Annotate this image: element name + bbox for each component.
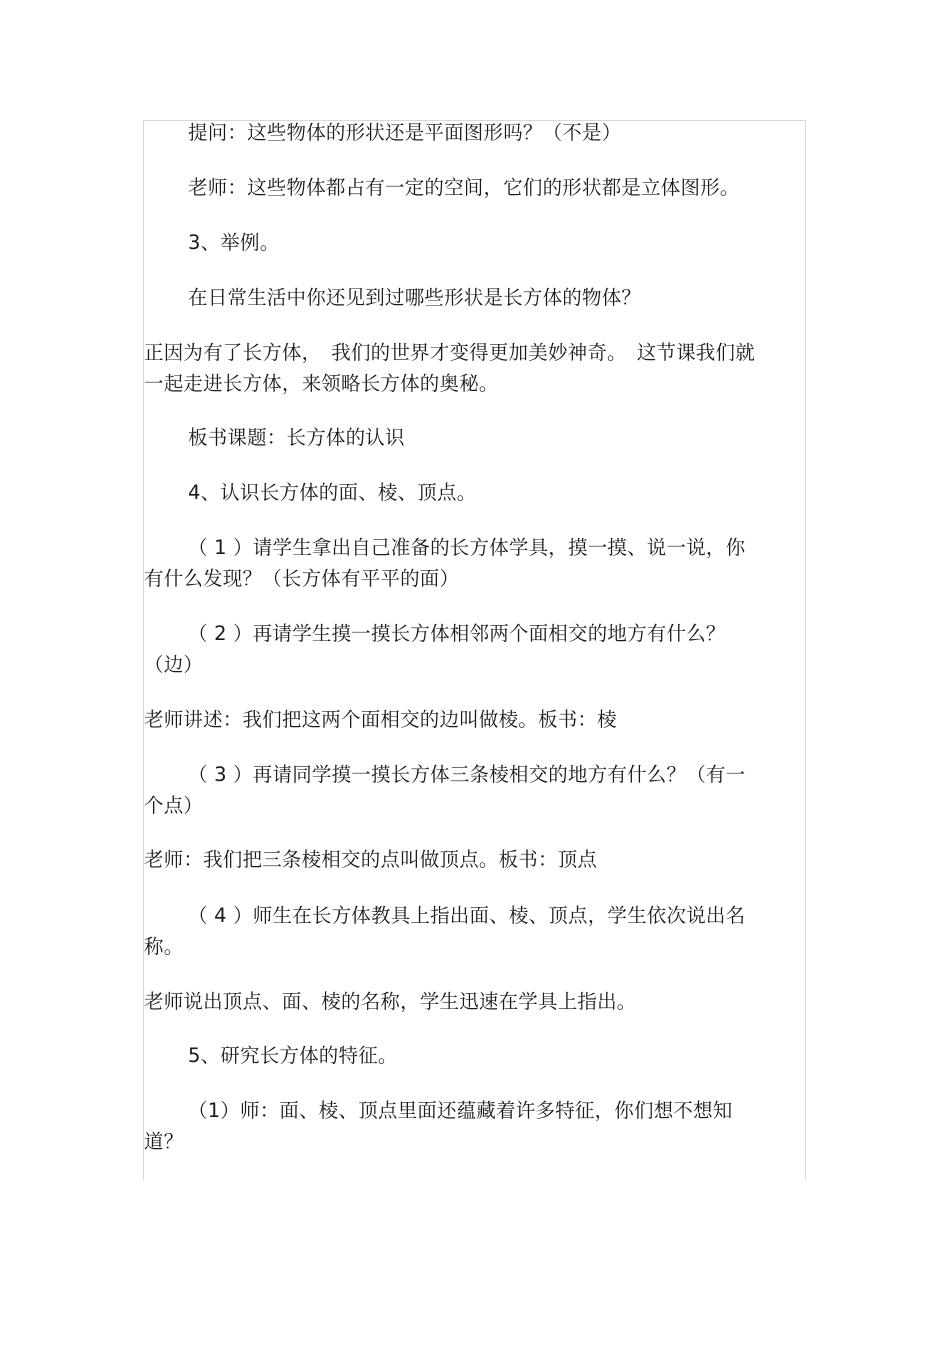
text-line-sub-2a: （ 2 ）再请学生摸一摸长方体相邻两个面相交的地方有什么？ [188,622,726,645]
text-line-step-5: 5、研究长方体的特征。 [188,1044,398,1067]
text-line-sub-4a: （ 4 ）师生在长方体教具上指出面、棱、顶点，学生依次说出名 [188,904,746,927]
text-line-step-4: 4、认识长方体的面、棱、顶点。 [188,481,477,504]
text-line-edge-note: 老师讲述：我们把这两个面相交的边叫做棱。板书：棱 [144,708,617,731]
text-line-feature-1b: 道？ [144,1130,184,1153]
text-line-sub-3a: （ 3 ）再请同学摸一摸长方体三条棱相交的地方有什么？（有一 [188,763,746,786]
text-line-question: 提问：这些物体的形状还是平面图形吗？（不是） [188,121,622,144]
text-line-sub-1b: 有什么发现？（长方体有平平的面） [144,567,460,590]
text-line-sub-2b: （边） [144,653,204,676]
text-line-vertex-note: 老师：我们把三条棱相交的点叫做顶点。板书：顶点 [144,848,598,871]
text-line-sub-4b: 称。 [144,935,184,958]
text-line-sub-3b: 个点） [144,794,204,817]
text-line-board-title: 板书课题：长方体的认识 [188,426,405,449]
page-frame [143,120,806,1180]
text-line-sub-1a: （ 1 ）请学生拿出自己准备的长方体学具，摸一摸、说一说，你 [188,536,746,559]
text-line-teacher-space: 老师：这些物体都占有一定的空间，它们的形状都是立体图形。 [188,176,740,199]
text-line-daily-life: 在日常生活中你还见到过哪些形状是长方体的物体？ [188,286,642,309]
text-line-teacher-names: 老师说出顶点、面、棱的名称，学生迅速在学具上指出。 [144,990,637,1013]
text-line-feature-1a: （1）师：面、棱、顶点里面还蕴藏着许多特征，你们想不想知 [188,1099,733,1122]
text-line-step-3: 3、举例。 [188,231,280,254]
text-line-intro-1: 正因为有了长方体， 我们的世界才变得更加美妙神奇。 这节课我们就 [144,341,755,364]
text-line-intro-2: 一起走进长方体，来领略长方体的奥秘。 [144,372,499,395]
